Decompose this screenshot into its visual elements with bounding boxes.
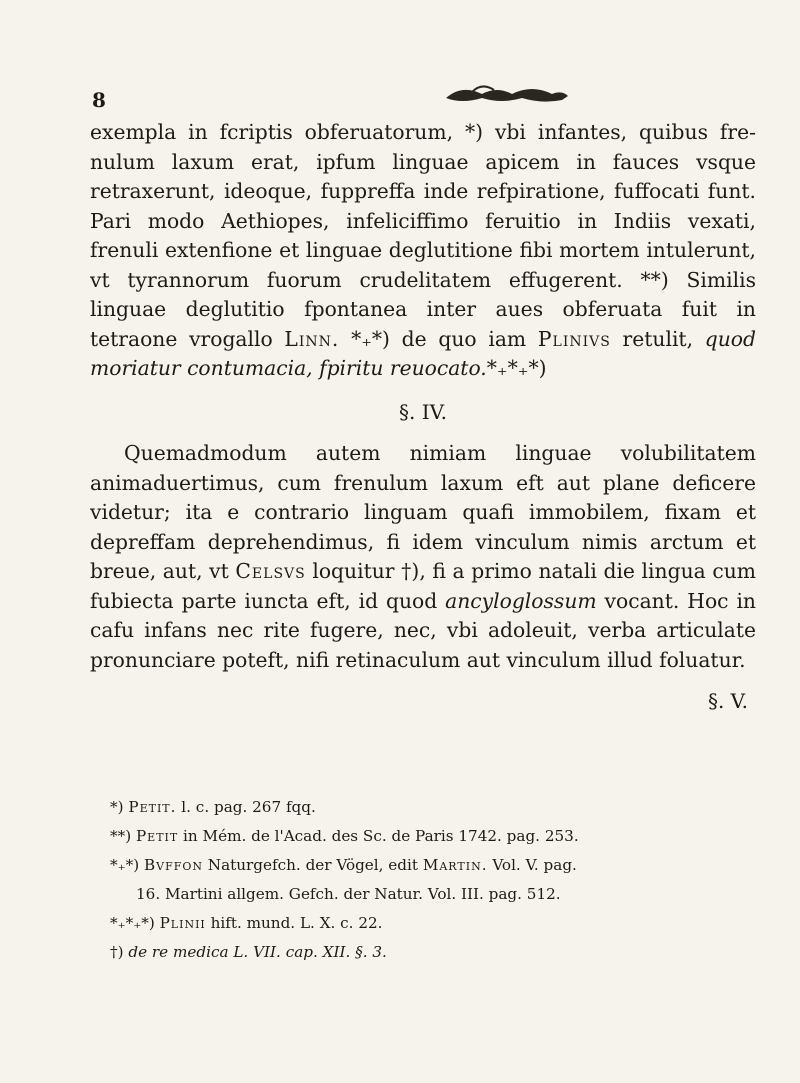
term-ancyloglossum: ancyloglossum [445, 588, 597, 613]
paragraph-1: exempla in fcriptis obferuatorum, *) vbi infantes, quibus frenulum laxum erat, ipfum linguae apicem in fauces vsque retraxerunt, ideoque, fuppreffa inde refpiratione, fuffocati funt. Pari modo Aethiopes, infeliciffimo feruitio in Indiis vexati, frenuli extenfione et linguae deglutitione fibi mortem intulerunt, vt tyrannorum fuorum crudelitatem effugerent. **) Similis linguae deglutitio fpontanea inter aues obferuata fuit in tetraone vrogallo Linn. *₊*) de quo iam Plinivs retulit, quod moriatur contumacia, fpiritu reuocato.*₊*₊*) [90, 120, 756, 380]
section-heading-iv: §. IV. [399, 399, 447, 424]
author-celsus: Celsvs [235, 559, 306, 583]
author-linnaeus: Linn. [284, 326, 340, 351]
section-heading-v: §. V. [707, 689, 748, 713]
paragraph-2: Quemadmodum autem nimiam linguae volubilitatem animaduertimus, cum frenulum laxum eft aut plane deficere videtur; ita e contrario linguam quafi immobilem, fixam et depreffam deprehendimus, fi idem vinculum nimis arctum et breue, aut, vt Celsvs loquitur †), fi a primo natali die lingua cum fubiecta parte iuncta eft, id quod ancyloglossum vocant. Hoc in cafu infans nec rite fugere, nec, vbi adoleuit, verba articulate pronunciare poteft, nifi retinaculum aut vinculum illud foluatur. [90, 441, 756, 672]
footnote: **) Petit in Mém. de l'Acad. des Sc. de Paris 1742. pag. 253. [110, 827, 579, 845]
author-plinius: Plinivs [537, 326, 611, 351]
footnote: †) de re medica L. VII. cap. XII. §. 3. [110, 943, 387, 961]
footnote: *) Petit. l. c. pag. 267 fqq. [110, 798, 316, 816]
footnote-continuation: 16. Martini allgem. Gefch. der Natur. Vol. III. pag. 512. [136, 885, 561, 903]
main-text [90, 118, 756, 717]
footnote: *₊*) Bvffon Naturgefch. der Vögel, edit Martin. Vol. V. pag. [110, 856, 577, 874]
header-ornament [442, 82, 572, 104]
plinius-quote: quod moriatur contumacia, fpiritu reuocato. [90, 326, 756, 380]
footnote: *₊*₊*) Plinii hift. mund. L. X. c. 22. [110, 914, 383, 932]
page-number: 8 [92, 88, 106, 112]
footnotes [110, 793, 750, 967]
